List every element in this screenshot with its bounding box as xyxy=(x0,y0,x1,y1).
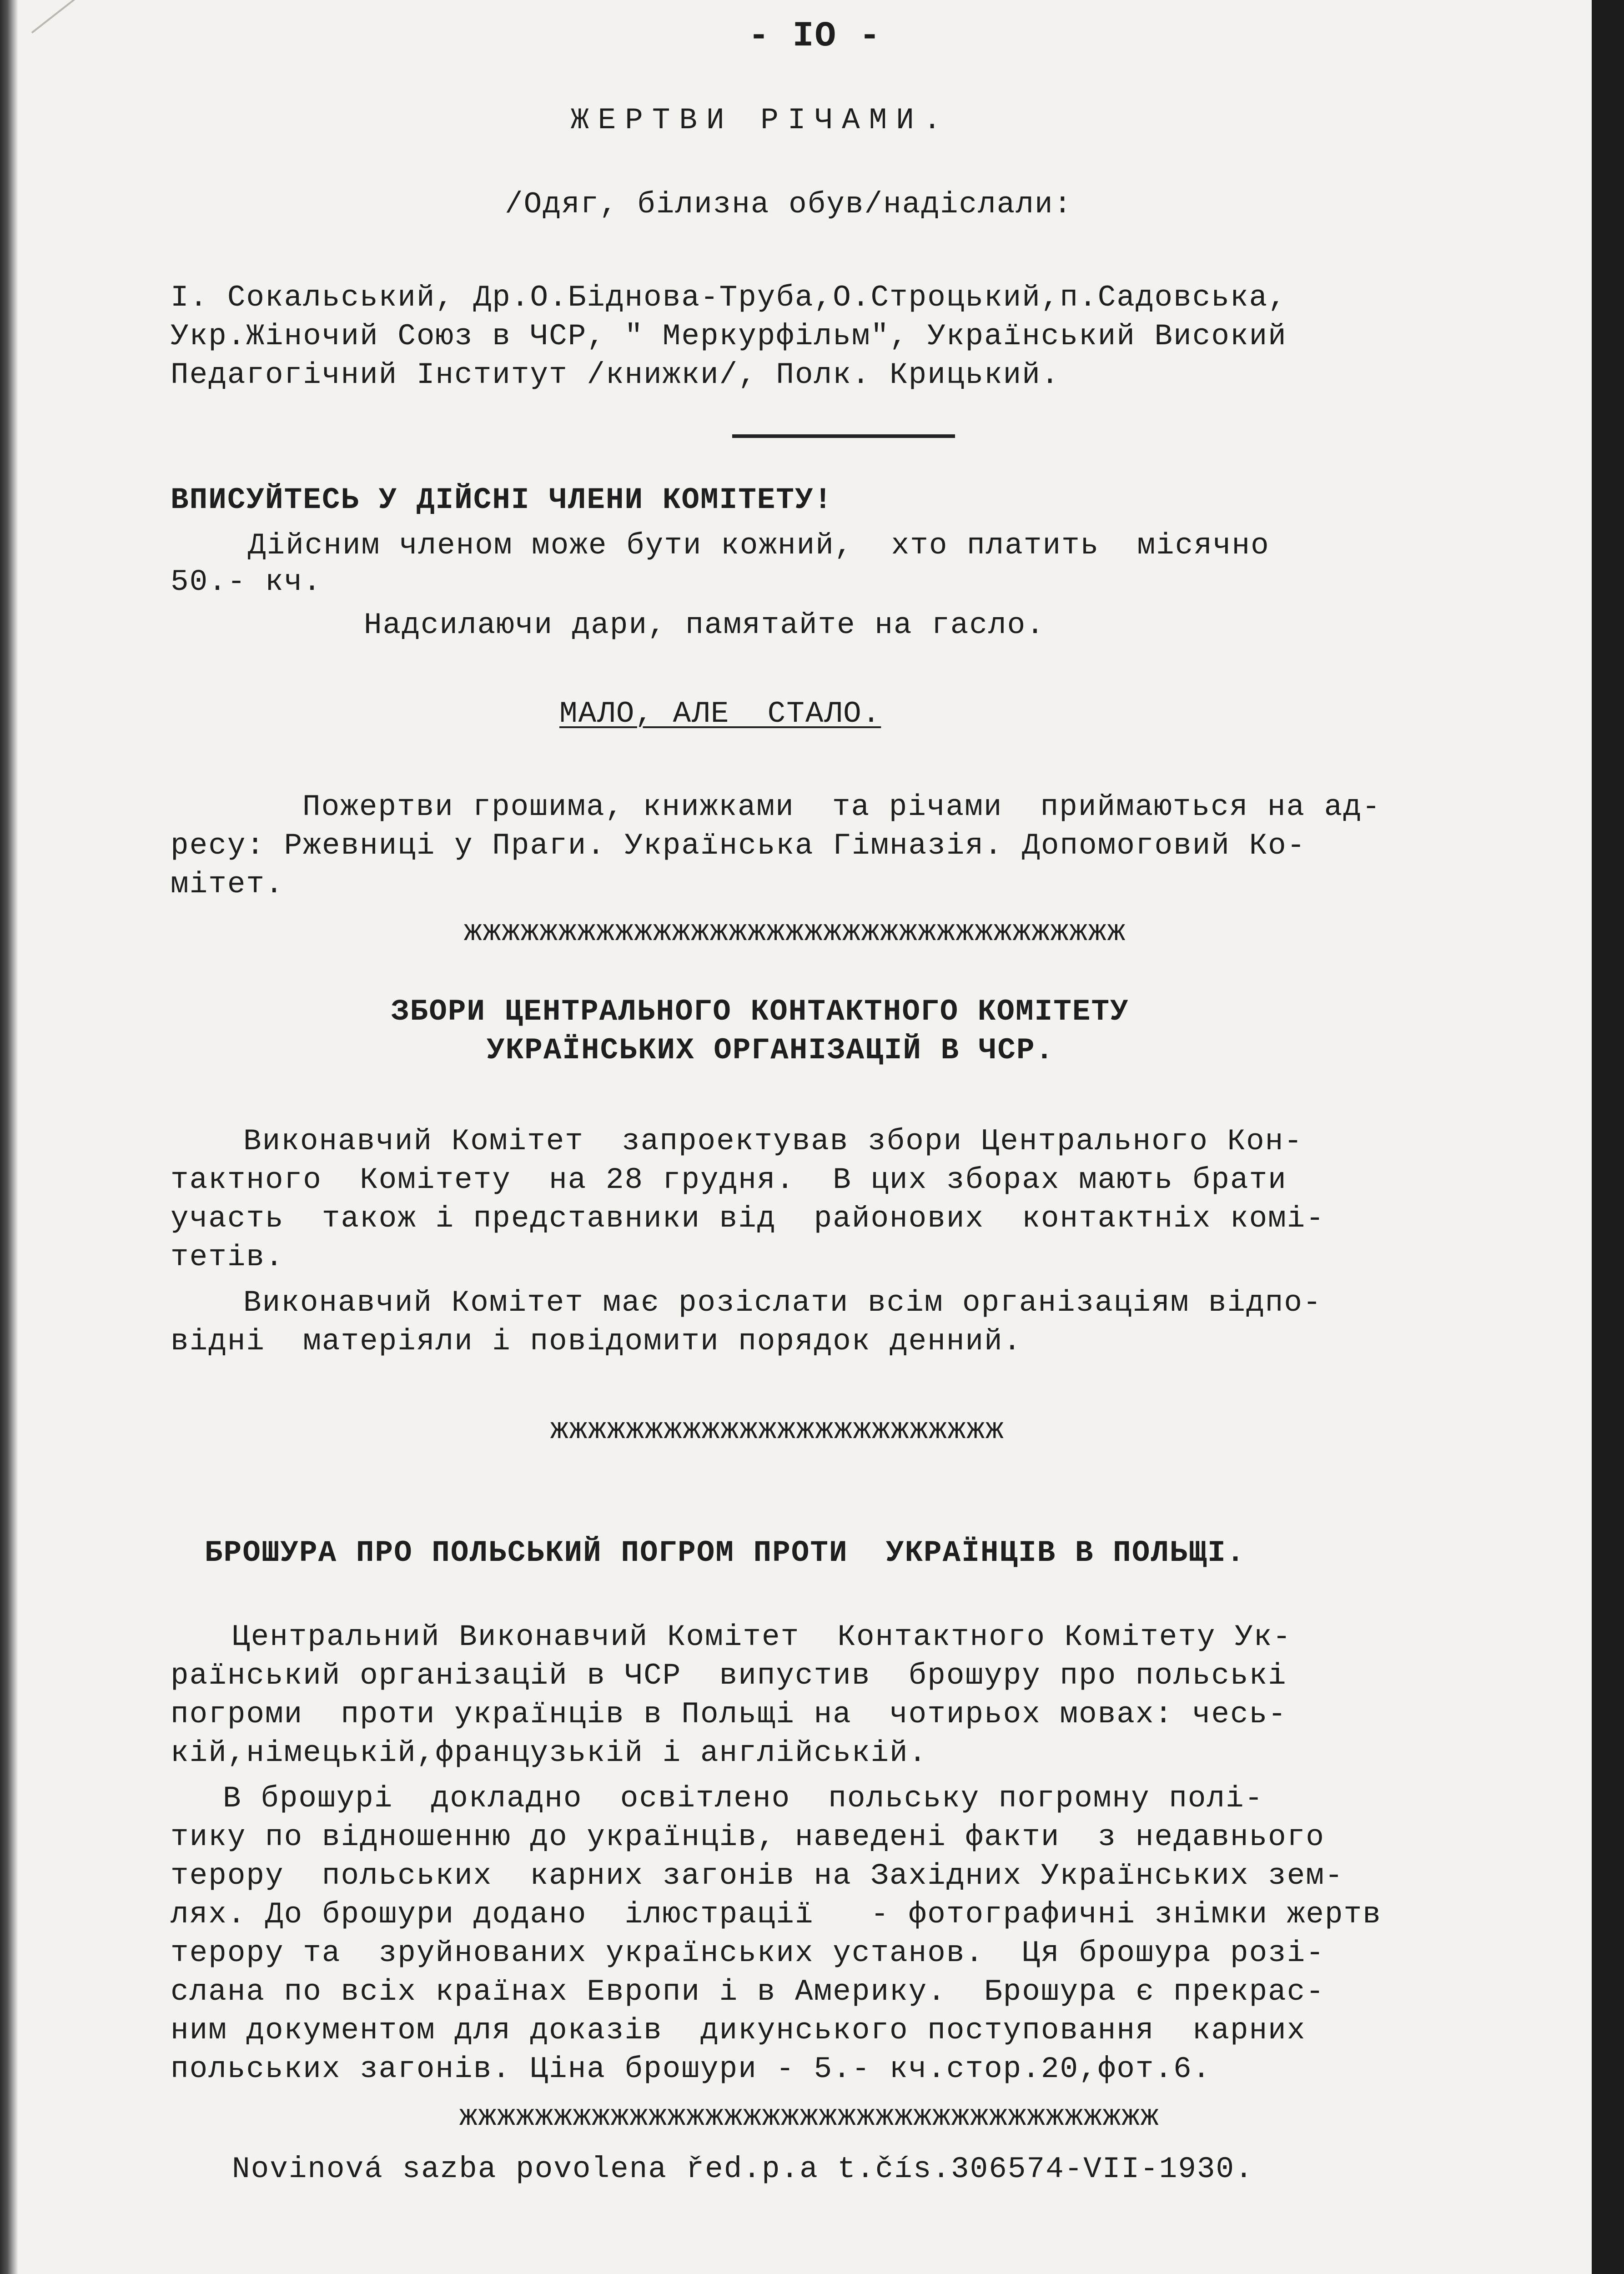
separator-2: жжжжжжжжжжжжжжжжжжжжжжжж xyxy=(550,1413,1005,1447)
separator-1: жжжжжжжжжжжжжжжжжжжжжжжжжжжжжжжжжжж xyxy=(464,915,1126,949)
brochure-line-10: слана по всіх країнах Европи і в Америку. Брошура є прекрас- xyxy=(171,1975,1325,2009)
brochure-line-8: лях. До брошури додано ілюстрації - фотографичні знімки жертв xyxy=(171,1897,1382,1932)
brochure-line-6: тику по відношенню до українців, наведені факти з недавнього xyxy=(171,1820,1325,1854)
meeting-heading-1: ЗБОРИ ЦЕНТРАЛЬНОГО КОНТАКТНОГО КОМІТЕТУ xyxy=(391,995,1129,1029)
brochure-line-4: кій,німецькій,французькій і англійській. xyxy=(171,1736,928,1770)
meeting-line-4: тетів. xyxy=(171,1240,284,1274)
donations-line-2: ресу: Ржевниці у Праги. Українська Гімназія. Допомоговий Ко- xyxy=(171,829,1306,863)
brochure-line-1: Центральний Виконавчий Комітет Контактного Комітету Ук- xyxy=(232,1620,1292,1654)
brochure-line-11: ним документом для доказів дикунського поступовання карних xyxy=(171,2013,1306,2048)
items-subtitle: /Одяг, білизна обув/надіслали: xyxy=(505,187,1073,221)
brochure-line-2: раїнський організацій в ЧСР випустив брошуру про польські xyxy=(171,1659,1287,1693)
brochure-line-3: погроми проти українців в Польщі на чотирьох мовах: чесь- xyxy=(171,1697,1287,1731)
separator-3: жжжжжжжжжжжжжжжжжжжжжжжжжжжжжжжжжжжжж xyxy=(459,2100,1160,2134)
document-page xyxy=(18,0,1592,2274)
membership-heading: ВПИСУЙТЕСЬ У ДІЙСНІ ЧЛЕНИ КОМІТЕТУ! xyxy=(171,483,833,517)
donations-line-1: Пожертви грошима, книжками та річами приймаються на ад- xyxy=(302,790,1381,824)
donations-line-3: мітет. xyxy=(171,867,284,901)
brochure-line-9: терору та зруйнованих українських установ. Ця брошура розі- xyxy=(171,1936,1325,1970)
footer-permit: Novinová sazba povolena řed.p.a t.čís.306574-VII-1930. xyxy=(232,2152,1254,2186)
meeting-line-2: тактного Комітету на 28 грудня. В цих зборах мають брати xyxy=(171,1163,1287,1197)
page-number: - IO - xyxy=(748,16,881,56)
meeting-line-1: Виконавчий Комітет запроектував збори Центрального Кон- xyxy=(243,1124,1303,1158)
membership-line-2: 50.- кч. xyxy=(171,565,322,599)
meeting-line-5: Виконавчий Комітет має розіслати всім організаціям відпо- xyxy=(243,1286,1322,1320)
meeting-line-3: участь також і представники від районових контактніх комі- xyxy=(171,1202,1325,1236)
membership-line-3: Надсилаючи дари, памятайте на гасло. xyxy=(364,608,1045,642)
section-divider xyxy=(732,434,955,438)
items-line-1: І. Сокальський, Др.О.Біднова-Труба,О.Строцький,п.Садовська, xyxy=(171,281,1287,315)
brochure-line-7: терору польських карних загонів на Західних Українських зем- xyxy=(171,1859,1344,1893)
items-line-2: Укр.Жіночий Союз в ЧСР, " Меркурфільм", Український Високий xyxy=(171,319,1287,353)
slogan: МАЛО, АЛЕ СТАЛО. xyxy=(559,697,881,731)
meeting-line-6: відні матеріяли і повідомити порядок денний. xyxy=(171,1324,1022,1358)
membership-line-1: Дійсним членом може бути кожний, хто платить місячно xyxy=(248,528,1270,563)
brochure-line-5: В брошурі докладно освітлено польську погромну полі- xyxy=(223,1781,1264,1816)
brochure-heading: БРОШУРА ПРО ПОЛЬСЬКИЙ ПОГРОМ ПРОТИ УКРАЇНЦІВ В ПОЛЬЩІ. xyxy=(205,1536,1246,1570)
items-line-3: Педагогічний Інститут /книжки/, Полк. Крицький. xyxy=(171,358,1060,392)
scan-left-edge xyxy=(0,0,18,2274)
page-fold-crease xyxy=(31,0,108,34)
brochure-line-12: польських загонів. Ціна брошури - 5.- кч.стор.20,фот.6. xyxy=(171,2052,1212,2086)
section-title-items: ЖЕРТВИ РІЧАМИ. xyxy=(571,103,950,137)
meeting-heading-2: УКРАЇНСЬКИХ ОРГАНІЗАЦІЙ В ЧСР. xyxy=(487,1033,1055,1067)
